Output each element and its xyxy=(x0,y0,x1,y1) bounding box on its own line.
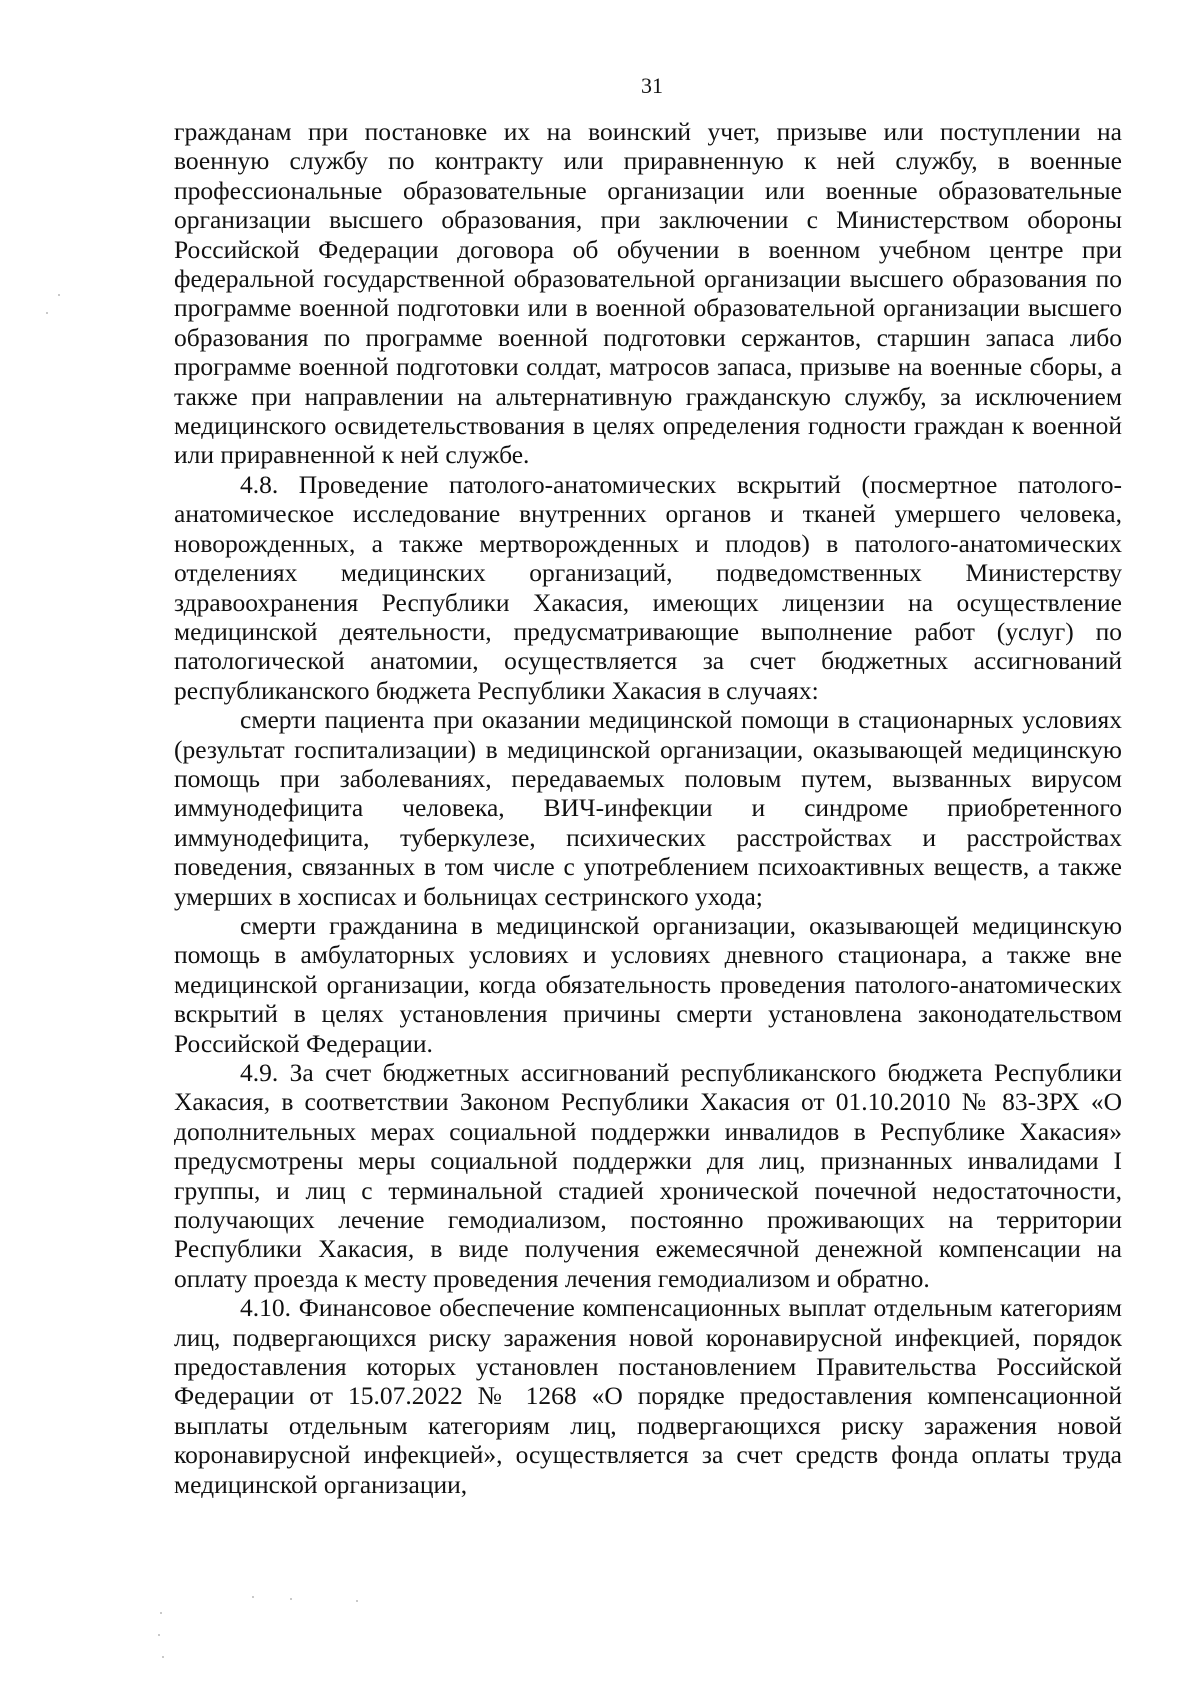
paragraph-4-10-compensation: 4.10. Финансовое обеспечение компенсационных выплат отдельным категориям лиц, подвергающихся риску заражения новой коронавирусной инфекцией, порядок предоставления которых установлен постановлением Правительства Российской Федерации от 15.07.2022 № 1268 «О порядке предоставления компенсационной выплаты отдельным категориям лиц, подвергающихся риску заражения новой коронавирусной инфекцией», осуществляется за счет средств фонда оплаты труда медицинской организации, xyxy=(174,1293,1122,1499)
paragraph-4-8-autopsies: 4.8. Проведение патолого-анатомических вскрытий (посмертное патолого-анатомическое исследование внутренних органов и тканей умершего человека, новорожденных, а также мертворожденных и плодов) в патолого-анатомических отделениях медицинских организаций, подведомственных Министерству здравоохранения Республики Хакасия, имеющих лицензии на осуществление медицинской деятельности, предусматривающие выполнение работ (услуг) по патологической анатомии, осуществляется за счет бюджетных ассигнований республиканского бюджета Республики Хакасия в случаях: xyxy=(174,469,1122,705)
scan-speck xyxy=(46,312,48,314)
scan-speck xyxy=(162,1656,164,1658)
scan-speck xyxy=(356,1600,358,1602)
scan-speck xyxy=(160,1612,162,1614)
scan-speck xyxy=(290,1598,292,1600)
paragraph-death-outpatient: смерти гражданина в медицинской организации, оказывающей медицинскую помощь в амбулаторных условиях и условиях дневного стационара, а также вне медицинской организации, когда обязательность проведения патолого-анатомических вскрытий в целях установления причины смерти установлена законодательством Российской Федерации. xyxy=(174,910,1122,1058)
paragraph-death-inpatient: смерти пациента при оказании медицинской помощи в стационарных условиях (результат госпитализации) в медицинской организации, оказывающей медицинскую помощь при заболеваниях, передаваемых половым путем, вызванных вирусом иммунодефицита человека, ВИЧ-инфекции и синдроме приобретенного иммунодефицита, туберкулезе, психических расстройствах и расстройствах поведения, связанных в том числе с употреблением психоактивных веществ, а также умерших в хосписах и больницах сестринского ухода; xyxy=(174,705,1122,911)
paragraph-4-9-social-support: 4.9. За счет бюджетных ассигнований республиканского бюджета Республики Хакасия, в соответствии Законом Республики Хакасия от 01.10.2010 № 83-ЗРХ «О дополнительных мерах социальной поддержки инвалидов в Республике Хакасия» предусмотрены меры социальной поддержки для лиц, признанных инвалидами I группы, и лиц с терминальной стадией хронической почечной недостаточности, получающих лечение гемодиализом, постоянно проживающих на территории Республики Хакасия, в виде получения ежемесячной денежной компенсации на оплату проезда к месту проведения лечения гемодиализом и обратно. xyxy=(174,1058,1122,1293)
paragraph-military-registration: гражданам при постановке их на воинский учет, призыве или поступлении на военную службу по контракту или приравненную к ней службу, в военные профессиональные образовательные организации или военные образовательные организации высшего образования, при заключении с Министерством обороны Российской Федерации договора об обучении в военном учебном центре при федеральной государственной образовательной организации высшего образования по программе военной подготовки или в военной образовательной организации высшего образования по программе военной подготовки сержантов, старшин запаса либо программе военной подготовки солдат, матросов запаса, призыве на военные сборы, а также при направлении на альтернативную гражданскую службу, за исключением медицинского освидетельствования в целях определения годности граждан к военной или приравненной к ней службе. xyxy=(174,117,1122,470)
document-body xyxy=(174,117,1122,1499)
scan-speck xyxy=(58,294,60,296)
scan-speck xyxy=(252,1596,254,1598)
scan-speck xyxy=(158,1634,160,1636)
page-number: 31 xyxy=(641,73,663,98)
